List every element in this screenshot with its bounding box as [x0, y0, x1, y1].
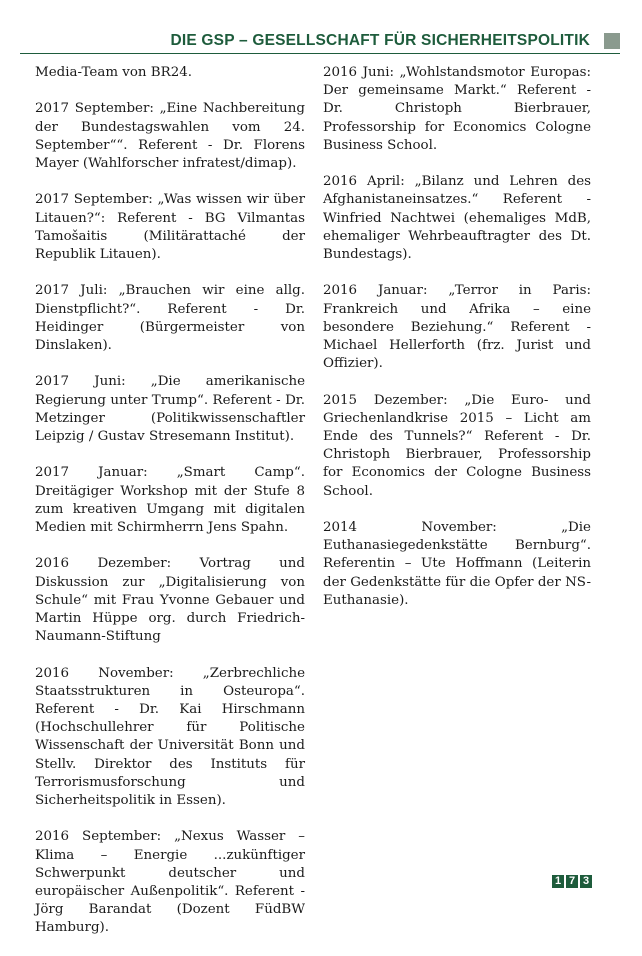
list-item: 2016 April: „Bilanz und Lehren des Afghanistaneinsatzes.“ Referent - Winfried Nachtwei (ehemaliges MdB, ehemaliger Wehrbeauftragter des Dt. Bundestags). — [323, 174, 591, 263]
left-column — [35, 64, 305, 956]
right-column — [323, 64, 591, 628]
list-item: 2015 Dezember: „Die Euro- und Griechenlandkrise 2015 – Licht am Ende des Tunnels?“ Referent - Dr. Christoph Bierbrauer, Professorship for Economics der Cologne Business School. — [323, 392, 591, 499]
list-item: 2016 Dezember: Vortrag und Diskussion zur „Digitalisierung von Schule“ mit Frau Yvonne Gebauer und Martin Hüppe org. durch Friedrich-Naumann-Stiftung — [35, 556, 305, 645]
list-item: 2017 Juni: „Die amerikanische Regierung unter Trump“. Referent - Dr. Metzinger (Politikwissenschaftler Leipzig / Gustav Stresemann Institut). — [35, 374, 305, 444]
page-number-digit: 3 — [580, 875, 592, 888]
list-item: 2016 Januar: „Terror in Paris: Frankreich und Afrika – eine besondere Beziehung.“ Referent - Michael Hellerforth (frz. Jurist und Offizier). — [323, 283, 591, 372]
list-item: 2017 Juli: „Brauchen wir eine allg. Dienstpflicht?“. Referent - Dr. Heidinger (Bürgermeister von Dinslaken). — [35, 283, 305, 353]
list-item: 2016 Juni: „Wohlstandsmotor Europas: Der gemeinsame Markt.“ Referent - Dr. Christoph Bierbrauer, Professorship for Economics Cologne Business School. — [323, 65, 591, 153]
header-square-icon — [604, 33, 620, 49]
list-item: Media-Team von BR24. — [35, 65, 192, 80]
page-number-digit: 1 — [552, 875, 564, 888]
list-item: 2017 September: „Eine Nachbereitung der Bundestagswahlen vom 24. September““. Referent - Dr. Florens Mayer (Wahlforscher infratest/dimap). — [35, 101, 305, 171]
header-title: DIE GSP – GESELLSCHAFT FÜR SICHERHEITSPOLITIK — [170, 32, 590, 49]
page-number — [552, 875, 592, 888]
list-item: 2017 Januar: „Smart Camp“. Dreitägiger Workshop mit der Stufe 8 zum kreativen Umgang mit digitalen Medien mit Schirmherrn Jens Spahn. — [35, 465, 305, 535]
list-item: 2016 November: „Zerbrechliche Staatsstrukturen in Osteuropa“. Referent - Dr. Kai Hirschmann (Hochschullehrer für Politische Wissenschaft der Universität Bonn und Stellv. Direktor des Instituts für Terrorismusforschung und Sicherheitspolitik in Essen). — [35, 665, 305, 809]
list-item: 2014 November: „Die Euthanasiegedenkstätte Bernburg“. Referentin – Ute Hoffmann (Leiterin der Gedenkstätte für die Opfer der NS-Euthanasie). — [323, 520, 591, 608]
page-number-digit: 7 — [566, 875, 578, 888]
header-divider — [20, 53, 620, 54]
list-item: 2017 September: „Was wissen wir über Litauen?“: Referent - BG Vilmantas Tamošaitis (Militärattaché der Republik Litauen). — [35, 192, 305, 262]
page-header — [0, 28, 642, 54]
list-item: 2016 September: „Nexus Wasser – Klima – Energie ...zukünftiger Schwerpunkt deutscher und europäischer Außenpolitik“. Referent - Jörg Barandat (Dozent FüdBW Hamburg). — [35, 829, 305, 936]
